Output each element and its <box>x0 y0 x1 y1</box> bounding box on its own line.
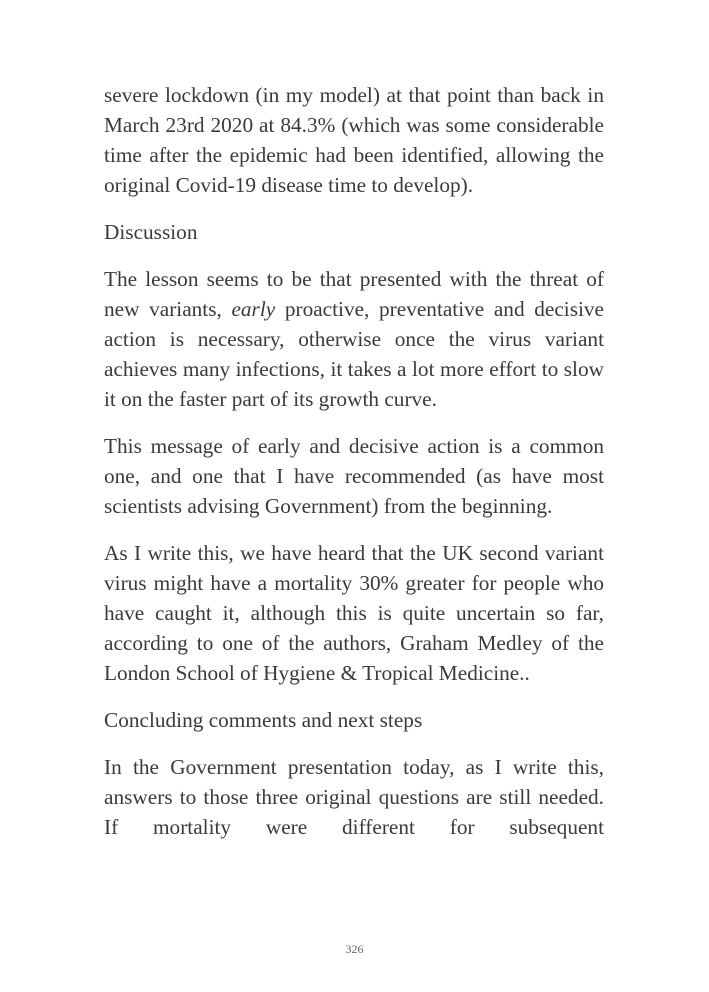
paragraph-early-action-message: This message of early and decisive action is a common one, and one that I have recommended (as have most scientists advising Government) from the beginning. <box>104 434 604 518</box>
page-number: 326 <box>345 942 364 956</box>
paragraph-government-presentation: In the Government presentation today, as I write this, answers to those three original questions are still needed. If mortality were different for subsequent <box>104 755 604 839</box>
body-text <box>104 80 604 842</box>
section-heading-discussion: Discussion <box>104 220 198 244</box>
paragraph-lesson-start: The lesson seems to be that presented with the threat of new variants, <box>104 267 604 321</box>
paragraph-second-variant-mortality: As I write this, we have heard that the UK second variant virus might have a mortality 30% greater for people who have caught it, although this is quite uncertain so far, according to one of the authors, Graham Medley of the London School of Hygiene & Tropical Medicine.. <box>104 541 604 685</box>
emphasis-early: early <box>231 297 276 321</box>
paragraph-lesson <box>104 264 604 414</box>
paragraph-lesson-end: proactive, preventative and decisive action is necessary, otherwise once the virus variant achieves many infections, it takes a lot more effort to slow it on the faster part of its growth curve. <box>104 297 604 411</box>
paragraph-lockdown-comparison: severe lockdown (in my model) at that point than back in March 23rd 2020 at 84.3% (which was some considerable time after the epidemic had been identified, allowing the original Covid-19 disease time to develop). <box>104 83 604 197</box>
section-heading-concluding: Concluding comments and next steps <box>104 708 423 732</box>
